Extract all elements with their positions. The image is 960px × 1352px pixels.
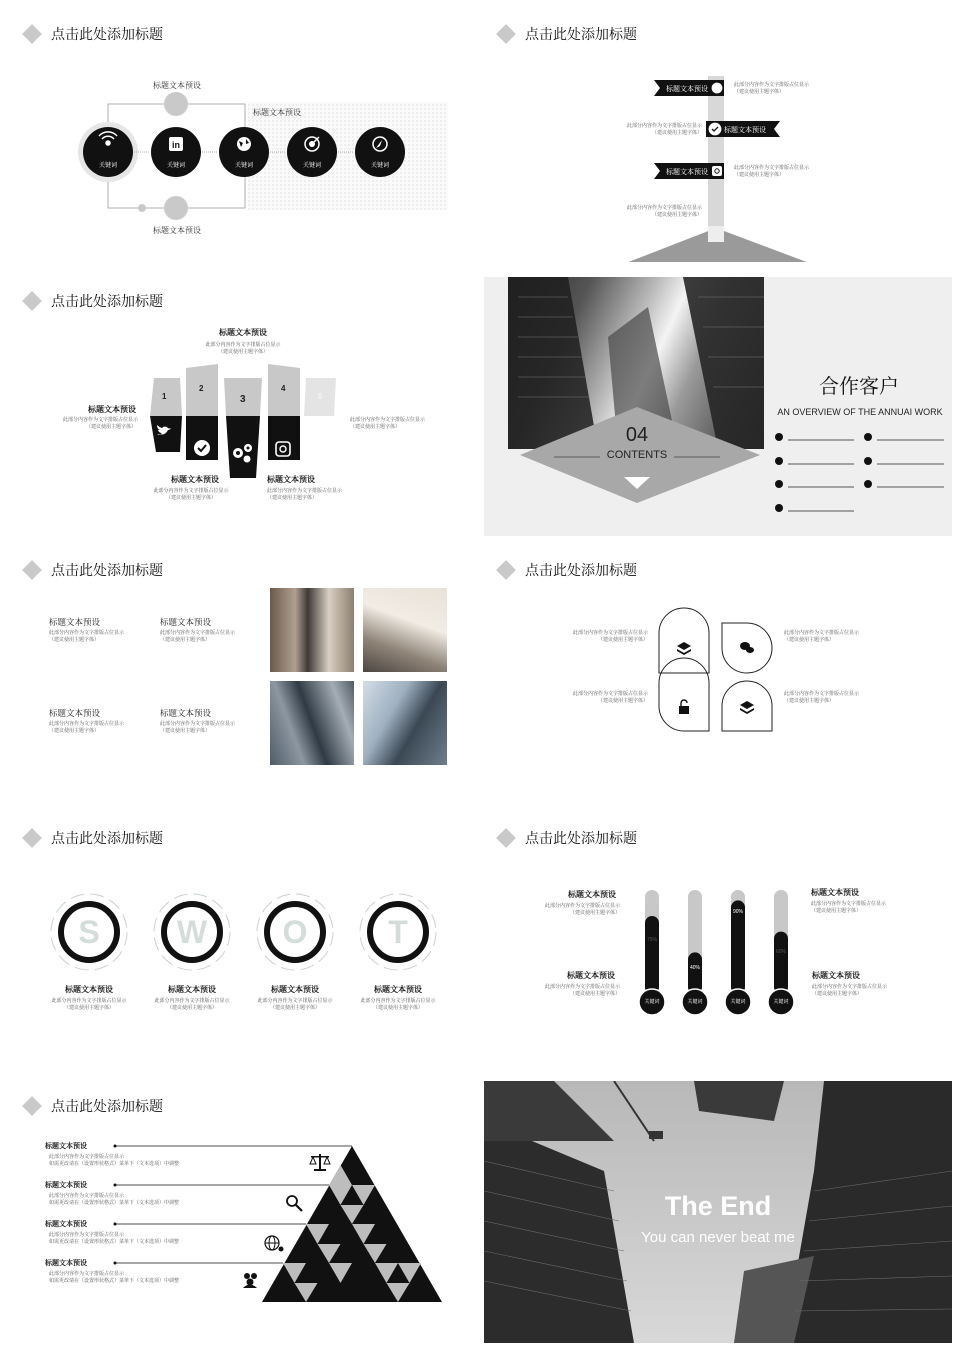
bar-title-tr: 标题文本预设 [811,888,859,897]
slide-title: 点击此处添加标题 [525,562,637,578]
desc-left: 此部分内容作为文字排版占位显示 （建议使用主题字体） [63,417,139,430]
twitter-icon [711,82,723,94]
top-bubble [164,92,188,116]
desc-left-2: 此部分内容作为文字排版占位显示 （建议使用主题字体） [627,205,703,218]
keyword-2: 关键词 [687,999,703,1005]
bar-desc-tr: 此部分内容作为文字排版占位显示 （建议使用主题字体） [811,901,887,914]
slide-8 [484,804,952,1066]
swot-title-t: 标题文本预设 [374,985,422,994]
step-number-5: 5 [318,392,323,401]
sign-label-3: 标题文本预设 [666,169,708,176]
slide-4 [484,277,952,539]
swot-letter-t: T [388,914,408,950]
bar-fill-2 [688,952,702,994]
thermometer-bars [484,804,952,1066]
pyr-title-4: 标题文本预设 [45,1260,87,1267]
percent-3: 90% [732,909,743,915]
desc-bottom-left: 此部分内容作为文字排版占位显示 （建议使用主题字体） [153,488,229,501]
swot-letter-w: W [176,914,208,950]
label-bottom-left: 标题文本预设 [171,475,219,484]
node-label-5: 关键词 [370,163,389,169]
pyr-desc-3: 此部分内容作为文字排版占位显示 如需更改请在（设置形状格式）菜单下（文本选项）中调整 [49,1232,180,1245]
desc-q4: 此部分内容作为文字排版占位显示 （建议使用主题字体） [784,691,860,704]
signpost-pole [708,76,724,246]
slide-title: 点击此处添加标题 [51,562,163,578]
step-number-3: 3 [240,394,246,405]
bottom-label: 标题文本预设 [153,226,201,235]
item-desc-1: 此部分内容作为文字排版占位显示 （建议使用主题字体） [49,630,125,643]
top-label: 标题文本预设 [153,81,201,90]
bottom-bubble [164,196,188,220]
percent-1: 75% [646,937,657,943]
contents-label: CONTENTS [606,449,668,461]
percent-4: 60% [775,949,786,955]
step-number-4: 4 [281,384,286,393]
slide-1 [0,0,468,262]
node-label-2: 关键词 [166,163,185,169]
item-title-4: 标题文本预设 [160,708,212,718]
slide-9 [0,1072,468,1334]
photo-grid-1 [270,588,354,672]
people-icon [243,1273,257,1288]
desc-left-1: 此部分内容作为文字排版占位显示 （建议使用主题字体） [627,123,703,136]
slide-title: 点击此处添加标题 [525,26,637,42]
desc-bottom-right: 此部分内容作为文字排版占位显示 （建议使用主题字体） [267,488,343,501]
step-1-block [150,416,182,452]
node-label-4: 关键词 [302,163,321,169]
pyr-desc-1: 此部分内容作为文字排版占位显示 如需更改请在（设置形状格式）菜单下（文本选项）中调整 [49,1154,180,1167]
desc-right-1: 此部分内容作为文字排版占位显示 （建议使用主题字体） [734,82,810,95]
item-desc-4: 此部分内容作为文字排版占位显示 （建议使用主题字体） [160,721,236,734]
keyword-4: 关键词 [773,999,789,1005]
bar-title-tl: 标题文本预设 [568,890,616,899]
step-3-block [226,416,260,478]
pyr-title-2: 标题文本预设 [45,1182,87,1189]
pyr-desc-2: 此部分内容作为文字排版占位显示 如需更改请在（设置形状格式）菜单下（文本选项）中调整 [49,1193,180,1206]
desc-right-2: 此部分内容作为文字排版占位显示 （建议使用主题字体） [734,165,810,178]
slide-title: 点击此处添加标题 [51,26,163,42]
label-top: 标题文本预设 [219,328,267,337]
swot-desc-s: 此部分内容作为文字排版占位显示 （建议使用主题字体） [51,998,127,1011]
item-title-1: 标题文本预设 [49,617,101,627]
label-left: 标题文本预设 [88,405,136,414]
instagram-icon [712,166,722,176]
check-icon [708,122,722,136]
keyword-3: 关键词 [730,999,746,1005]
swot-letter-o: O [282,914,308,950]
panel-label: 标题文本预设 [253,108,301,117]
end-subtitle: You can never beat me [641,1229,795,1246]
item-title-3: 标题文本预设 [49,708,101,718]
scale-icon [310,1154,330,1171]
network-icon [265,1236,284,1252]
swot-desc-w: 此部分内容作为文字排版占位显示 （建议使用主题字体） [154,998,230,1011]
contents-number: 04 [625,424,649,446]
desc-right: 此部分内容作为文字排版占位显示 （建议使用主题字体） [350,417,426,430]
slide-title: 点击此处添加标题 [51,1098,163,1114]
desc-q3: 此部分内容作为文字排版占位显示 （建议使用主题字体） [572,691,648,704]
chat-icon [740,642,754,653]
slide-3 [0,268,468,530]
bar-desc-bl: 此部分内容作为文字排版占位显示 （建议使用主题字体） [544,984,620,997]
bar-title-bl: 标题文本预设 [567,971,615,980]
pyr-title-3: 标题文本预设 [45,1221,87,1228]
bar-desc-br: 此部分内容作为文字排版占位显示 （建议使用主题字体） [812,984,888,997]
desc-top: 此部分内容作为文字排版占位显示 （建议使用主题字体） [205,342,281,355]
lock-icon [679,700,689,714]
pyr-desc-4: 此部分内容作为文字排版占位显示 如需更改请在（设置形状格式）菜单下（文本选项）中调整 [49,1271,180,1284]
item-desc-2: 此部分内容作为文字排版占位显示 （建议使用主题字体） [160,630,236,643]
slide-title: 点击此处添加标题 [51,293,163,309]
photo-grid-4 [363,681,447,765]
label-bottom-right: 标题文本预设 [267,475,315,484]
swot-title-o: 标题文本预设 [271,985,319,994]
end-title: The End [664,1191,772,1221]
keyword-1: 关键词 [644,999,660,1005]
swot-title-w: 标题文本预设 [168,985,216,994]
signpost-diagram [484,0,952,262]
diamond-marker [22,560,42,580]
bullet-list [775,433,872,512]
slide-2 [484,0,952,262]
linkedin-icon [169,137,183,151]
item-title-2: 标题文本预设 [160,617,212,627]
photo-grid-2 [363,588,447,672]
pyr-title-1: 标题文本预设 [45,1143,87,1150]
swot-desc-t: 此部分内容作为文字排版占位显示 （建议使用主题字体） [360,998,436,1011]
process-diagram [0,0,468,262]
sign-label-1: 标题文本预设 [666,86,708,93]
search-icon [287,1196,302,1211]
photo-grid-3 [270,681,354,765]
slide-6 [484,536,952,798]
slide-5 [0,536,468,798]
swot-desc-o: 此部分内容作为文字排版占位显示 （建议使用主题字体） [257,998,333,1011]
slide-title: 点击此处添加标题 [525,830,637,846]
bar-title-br: 标题文本预设 [812,971,860,980]
node-label-1: 关键词 [98,163,117,169]
slide-7 [0,804,468,1066]
node-label-3: 关键词 [234,163,253,169]
globe-icon [237,137,251,151]
desc-q1: 此部分内容作为文字排版占位显示 （建议使用主题字体） [572,630,648,643]
layers-icon [677,642,691,655]
svg-text:in: in [172,140,180,150]
bar-fill-1 [645,916,659,994]
desc-q2: 此部分内容作为文字排版占位显示 （建议使用主题字体） [784,630,860,643]
quadrant-diagram [484,536,952,798]
step-number-1: 1 [162,392,167,401]
bar-desc-tl: 此部分内容作为文字排版占位显示 （建议使用主题字体） [544,903,620,916]
percent-2: 40% [689,965,700,971]
quadrant-1 [659,608,709,673]
step-number-2: 2 [199,384,204,393]
swot-title-s: 标题文本预设 [65,985,113,994]
slide-header [25,560,163,580]
swot-letter-s: S [78,914,100,950]
slide-title: 点击此处添加标题 [51,830,163,846]
dotted-panel [248,102,448,210]
step-4-block [268,416,300,460]
bar-fill-4 [774,932,788,994]
quadrant-3 [659,658,709,731]
client-title: 合作客户 [819,376,899,398]
item-desc-3: 此部分内容作为文字排版占位显示 （建议使用主题字体） [49,721,125,734]
check-icon [194,440,210,456]
layers-icon-2 [740,701,754,714]
client-subtitle: AN OVERVIEW OF THE ANNUAI WORK [777,407,943,417]
slide-10 [484,1081,952,1343]
sign-label-2: 标题文本预设 [724,127,766,134]
